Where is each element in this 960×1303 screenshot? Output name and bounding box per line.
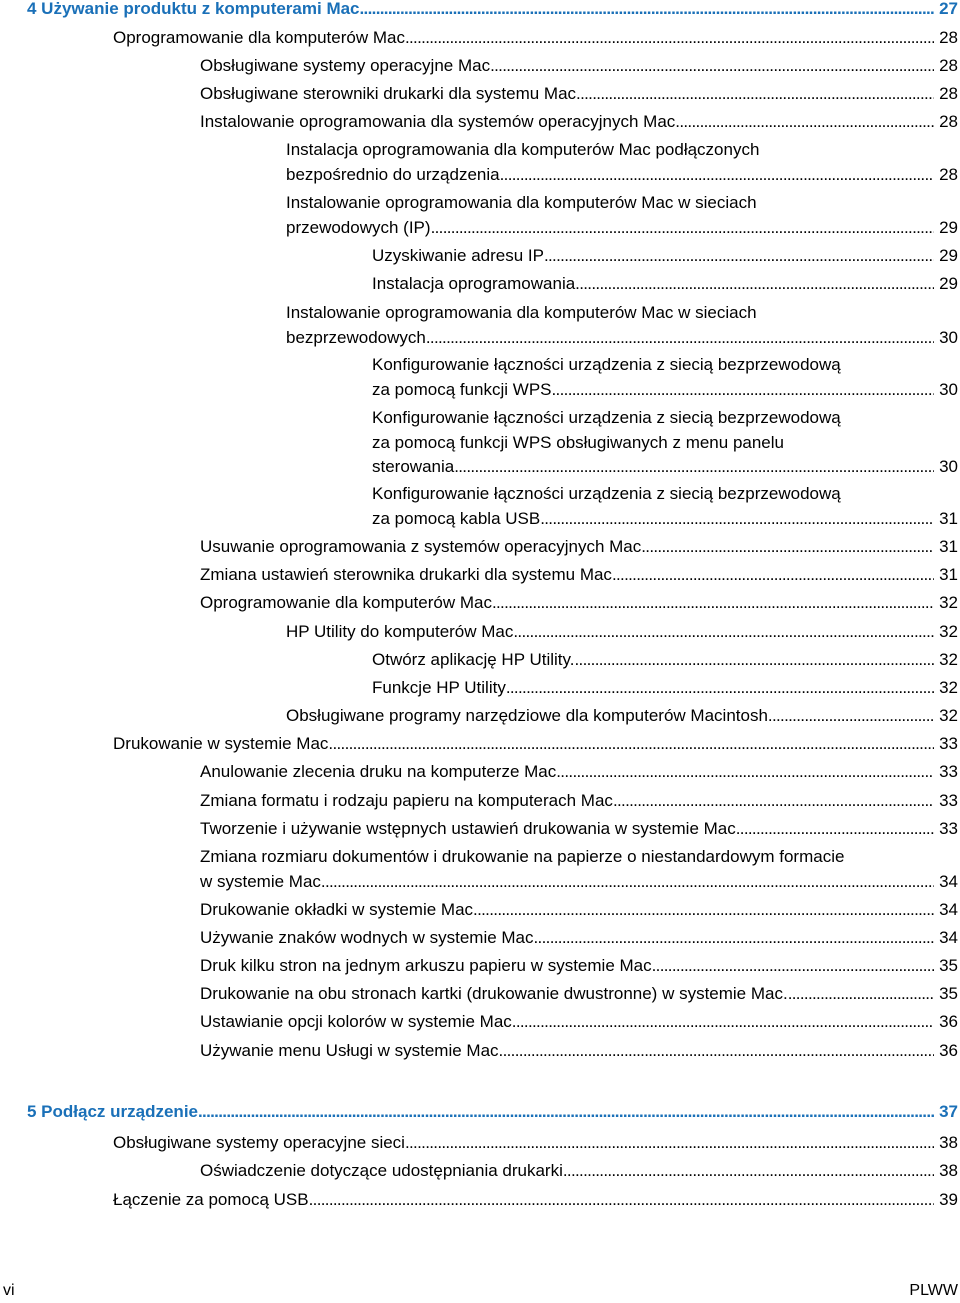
toc-page-number: 32 [939, 706, 958, 725]
toc-entry[interactable] [200, 789, 958, 814]
toc-page-number: 32 [939, 622, 958, 641]
toc-entry-title: Obsługiwane sterowniki drukarki dla systemu Mac [200, 84, 577, 103]
toc-page-number: 28 [939, 112, 958, 131]
dot-leader [540, 507, 934, 532]
toc-page-number: 35 [939, 984, 958, 1003]
language-code: PLWW [909, 1282, 958, 1299]
toc-entry[interactable] [372, 353, 958, 402]
toc-entry-title: Obsługiwane systemy operacyjne sieci [113, 1133, 405, 1152]
toc-entry-row [200, 535, 958, 560]
toc-entry[interactable] [200, 982, 958, 1007]
toc-entry-title: Drukowanie okładki w systemie Mac [200, 900, 474, 919]
toc-entry-row [200, 54, 958, 79]
toc-entry-row [200, 926, 958, 951]
toc-entry-title: Drukowanie na obu stronach kartki (drukowanie dwustronne) w systemie Mac. [200, 984, 788, 1003]
toc-entry-row [286, 163, 958, 188]
toc-entry-row [200, 110, 958, 135]
toc-entry-row [200, 760, 958, 785]
toc-entry-row [113, 1188, 958, 1213]
toc-entry-title-line: Zmiana rozmiaru dokumentów i drukowanie na papierze o niestandardowym formacie [200, 847, 845, 866]
toc-entry-title-line: Instalowanie oprogramowania dla komputerów Mac w sieciach [286, 193, 757, 212]
dot-leader [426, 326, 934, 351]
toc-entry[interactable] [372, 676, 958, 701]
toc-entry-title: Używanie znaków wodnych w systemie Mac [200, 928, 534, 947]
toc-entry-row [372, 378, 958, 403]
toc-entry-title-line: Instalacja oprogramowania dla komputerów Mac podłączonych [286, 140, 760, 159]
toc-entry-title: 4 Używanie produktu z komputerami Mac [27, 0, 360, 18]
toc-page-number: 35 [939, 956, 958, 975]
toc-entry-title: Zmiana formatu i rodzaju papieru na komputerach Mac [200, 791, 613, 810]
toc-entry-title: Oprogramowanie dla komputerów Mac [200, 593, 492, 612]
toc-entry-title-line: Konfigurowanie łączności urządzenia z siecią bezprzewodową [372, 355, 841, 374]
toc-entry-title: HP Utility do komputerów Mac [286, 622, 514, 641]
toc-chapter-entry[interactable] [27, 0, 958, 22]
toc-entry[interactable] [113, 1131, 958, 1156]
toc-page-number: 28 [939, 84, 958, 103]
toc-entry-title: Funkcje HP Utility [372, 678, 506, 697]
toc-entry[interactable] [200, 54, 958, 79]
toc-page-number: 29 [939, 274, 958, 293]
dot-leader [431, 216, 935, 241]
toc-entry-row [286, 326, 958, 351]
toc-entry[interactable] [200, 760, 958, 785]
toc-page-number: 31 [939, 537, 958, 556]
dot-leader [576, 82, 934, 107]
toc-entry-row [200, 1039, 958, 1064]
toc-entry-title: Instalacja oprogramowania [372, 274, 576, 293]
toc-entry-row [372, 507, 958, 532]
toc-entry[interactable] [372, 482, 958, 531]
dot-leader [321, 870, 934, 895]
toc-entry-title-line: Instalowanie oprogramowania dla komputerów Mac w sieciach [286, 303, 757, 322]
toc-entry-row [200, 982, 958, 1007]
toc-entry-title: Uzyskiwanie adresu IP [372, 246, 544, 265]
toc-entry-title: Instalowanie oprogramowania dla systemów operacyjnych Mac [200, 112, 676, 131]
dot-leader [360, 0, 935, 22]
toc-entry[interactable] [113, 26, 958, 51]
toc-entry-title: 5 Podłącz urządzenie [27, 1102, 198, 1121]
toc-entry-title-line: Konfigurowanie łączności urządzenia z siecią bezprzewodową [372, 408, 841, 427]
toc-page-number: 27 [939, 0, 958, 18]
toc-entry[interactable] [286, 704, 958, 729]
toc-entry[interactable] [372, 244, 958, 269]
toc-entry[interactable] [200, 110, 958, 135]
toc-entry-title: Obsługiwane programy narzędziowe dla komputerów Macintosh [286, 706, 768, 725]
toc-entry-row [286, 620, 958, 645]
toc-entry-title-line: za pomocą funkcji WPS obsługiwanych z menu panelu [372, 432, 784, 452]
dot-leader [544, 244, 934, 269]
toc-entry-title: Anulowanie zlecenia druku na komputerze Mac [200, 762, 557, 781]
dot-leader [198, 1100, 934, 1125]
dot-leader [309, 1188, 934, 1213]
dot-leader [788, 982, 934, 1007]
toc-entry[interactable] [200, 591, 958, 616]
toc-entry-title: za pomocą kabla USB [372, 508, 541, 528]
dot-leader [405, 1131, 934, 1156]
toc-page-number: 31 [939, 565, 958, 584]
toc-page-number: 32 [939, 650, 958, 669]
toc-page-number: 34 [939, 900, 958, 919]
dot-leader [552, 378, 935, 403]
dot-leader [500, 163, 934, 188]
page-number: vi [3, 1282, 15, 1299]
dot-leader [328, 732, 934, 757]
toc-entry[interactable] [286, 301, 958, 350]
toc-entry-title: Druk kilku stron na jednym arkuszu papieru w systemie Mac [200, 956, 652, 975]
toc-entry-title: Zmiana ustawień sterownika drukarki dla systemu Mac [200, 565, 612, 584]
toc-page-number: 28 [939, 164, 958, 184]
toc-entry[interactable] [200, 1010, 958, 1035]
toc-entry-title: bezpośrednio do urządzenia [286, 164, 500, 184]
toc-entry[interactable] [113, 1188, 958, 1213]
toc-page-number: 28 [939, 56, 958, 75]
toc-entry[interactable] [200, 1159, 958, 1184]
toc-entry[interactable] [200, 898, 958, 923]
toc-page-number: 30 [939, 457, 958, 477]
dot-leader [454, 455, 934, 480]
toc-page-number: 38 [939, 1161, 958, 1180]
toc-entry[interactable] [372, 648, 958, 673]
toc-entry-title: Łączenie za pomocą USB [113, 1190, 309, 1209]
dot-leader [575, 272, 934, 297]
toc-entry[interactable] [286, 620, 958, 645]
toc-page-number: 37 [939, 1102, 958, 1121]
toc-page-number: 29 [939, 246, 958, 265]
toc-entry-row [200, 817, 958, 842]
toc-page-number: 34 [939, 871, 958, 891]
toc-entry[interactable] [113, 732, 958, 757]
toc-page-number: 33 [939, 819, 958, 838]
toc-entry-row [200, 563, 958, 588]
toc-entry-row [372, 272, 958, 297]
toc-page-number: 32 [939, 678, 958, 697]
toc-page-number: 33 [939, 734, 958, 753]
toc-entry-row [286, 704, 958, 729]
toc-entry-title: za pomocą funkcji WPS [372, 379, 552, 399]
dot-leader [490, 54, 934, 79]
toc-entry-row [113, 26, 958, 51]
toc-entry[interactable] [372, 406, 958, 480]
toc-entry-row [200, 870, 958, 895]
toc-entry-row [113, 732, 958, 757]
toc-entry[interactable] [200, 817, 958, 842]
dot-leader [534, 926, 935, 951]
dot-leader [613, 789, 934, 814]
toc-entry-title: Używanie menu Usługi w systemie Mac [200, 1041, 499, 1060]
toc-entry[interactable] [200, 954, 958, 979]
dot-leader [512, 1010, 934, 1035]
toc-entry-title: sterowania [372, 457, 455, 477]
toc-entry-row [200, 954, 958, 979]
toc-entry-row [27, 1100, 958, 1125]
toc-chapter-entry[interactable] [27, 1100, 958, 1125]
toc-page-number: 30 [939, 379, 958, 399]
toc-entry-row [200, 1010, 958, 1035]
dot-leader [405, 26, 934, 51]
toc-page-number: 33 [939, 791, 958, 810]
toc-page-number: 30 [939, 327, 958, 347]
toc-entry-row [372, 648, 958, 673]
toc-page-number: 29 [939, 217, 958, 237]
toc-entry-title: Usuwanie oprogramowania z systemów operacyjnych Mac [200, 537, 642, 556]
dot-leader [574, 648, 934, 673]
toc-entry[interactable] [200, 82, 958, 107]
toc-entry-title: Oprogramowanie dla komputerów Mac [113, 28, 405, 47]
dot-leader [612, 563, 934, 588]
toc-entry-row [27, 0, 958, 22]
toc-page-number: 28 [939, 28, 958, 47]
toc-page-number: 36 [939, 1012, 958, 1031]
toc-entry-row [372, 455, 958, 480]
toc-entry-title: Tworzenie i używanie wstępnych ustawień drukowania w systemie Mac [200, 819, 736, 838]
toc-entry-title: bezprzewodowych [286, 327, 426, 347]
dot-leader [499, 1039, 935, 1064]
dot-leader [492, 591, 934, 616]
dot-leader [641, 535, 934, 560]
toc-entry-title: Drukowanie w systemie Mac [113, 734, 329, 753]
dot-leader [473, 898, 934, 923]
toc-entry-row [200, 789, 958, 814]
toc-entry[interactable] [200, 845, 958, 894]
toc-page-number: 32 [939, 593, 958, 612]
toc-entry-row [200, 898, 958, 923]
toc-entry-row [200, 1159, 958, 1184]
toc-entry-title: Oświadczenie dotyczące udostępniania drukarki [200, 1161, 563, 1180]
toc-entry-title-line: Konfigurowanie łączności urządzenia z siecią bezprzewodową [372, 484, 841, 503]
dot-leader [506, 676, 934, 701]
toc-entry-row [200, 82, 958, 107]
toc-entry-title: przewodowych (IP) [286, 217, 431, 237]
toc-entry-title: Otwórz aplikację HP Utility. [372, 650, 575, 669]
dot-leader [736, 817, 934, 842]
toc-entry-row [113, 1131, 958, 1156]
toc-entry-title: Obsługiwane systemy operacyjne Mac [200, 56, 491, 75]
toc-entry[interactable] [200, 1039, 958, 1064]
toc-entry-row [372, 244, 958, 269]
toc-entry[interactable] [286, 191, 958, 240]
toc-entry[interactable] [200, 563, 958, 588]
toc-entry-title: Ustawianie opcji kolorów w systemie Mac [200, 1012, 512, 1031]
toc-entry-title: w systemie Mac [200, 871, 321, 891]
dot-leader [652, 954, 934, 979]
dot-leader [675, 110, 934, 135]
toc-entry-row [200, 591, 958, 616]
dot-leader [556, 760, 934, 785]
toc-page-number: 33 [939, 762, 958, 781]
toc-entry[interactable] [372, 272, 958, 297]
dot-leader [768, 704, 934, 729]
toc-entry[interactable] [200, 535, 958, 560]
toc-entry-row [286, 216, 958, 241]
toc-page-number: 34 [939, 928, 958, 947]
toc-entry-row [372, 676, 958, 701]
toc-page-number: 38 [939, 1133, 958, 1152]
dot-leader [563, 1159, 934, 1184]
toc-page-number: 39 [939, 1190, 958, 1209]
toc-page-number: 31 [939, 508, 958, 528]
toc-page-number: 36 [939, 1041, 958, 1060]
toc-entry[interactable] [286, 138, 958, 187]
toc-entry[interactable] [200, 926, 958, 951]
dot-leader [513, 620, 934, 645]
